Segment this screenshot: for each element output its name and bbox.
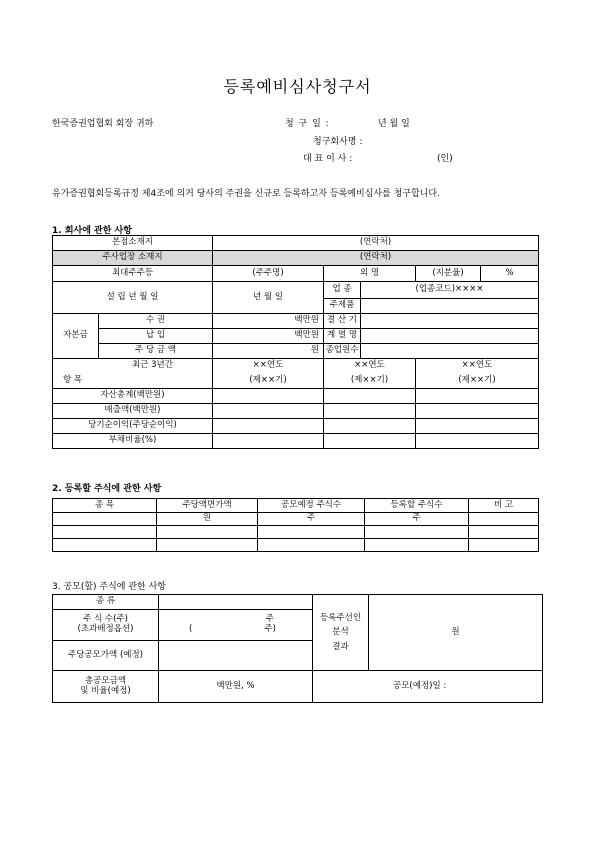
paid-capital-unit[interactable]: 백만원 [213, 329, 324, 344]
fiscal-label: 결 산 기 [324, 314, 361, 329]
addressee: 한국증권업협회 회장 귀하 [52, 119, 154, 129]
cell[interactable] [213, 434, 324, 449]
seal-mark: (인) [437, 154, 453, 164]
affiliates-label: 계 열 명 [324, 329, 361, 344]
cell[interactable] [416, 419, 539, 434]
share-count-label-line1: 주 식 수(주) [83, 614, 128, 625]
cell[interactable] [157, 539, 258, 552]
capital-label: 자본금 [53, 314, 99, 359]
cell[interactable] [213, 419, 324, 434]
share-count-label [53, 610, 159, 641]
industry-code[interactable]: (업종코드)×××× [361, 282, 539, 299]
year-3: ××연도 [416, 359, 539, 374]
col-type: 종 목 [53, 499, 157, 513]
representative-label: 대 표 이 사 : [303, 154, 353, 164]
paren-close: 주) [264, 624, 276, 634]
cell[interactable] [469, 513, 539, 526]
affiliates-value[interactable] [361, 329, 539, 344]
employees-label: 종업원수 [324, 344, 361, 359]
cell[interactable] [416, 389, 539, 404]
offering-table [52, 594, 543, 703]
cell[interactable] [416, 404, 539, 419]
paren-open: ( [189, 624, 193, 634]
cell[interactable] [258, 539, 365, 552]
industry-label: 업 종 [324, 282, 361, 299]
cell[interactable] [258, 526, 365, 539]
cell[interactable] [469, 526, 539, 539]
employees-value[interactable] [361, 344, 539, 359]
cell[interactable] [324, 434, 416, 449]
total-offer-label-line2: 및 비율(예정) [80, 685, 131, 696]
cell[interactable] [53, 513, 157, 526]
total-offer-label [53, 671, 159, 703]
company-name-label: 청구회사명 : [313, 137, 363, 147]
stake-pct: % [481, 266, 539, 282]
hq-contact[interactable]: (연락처) [213, 236, 539, 251]
shareholder-others[interactable]: 외 명 [324, 266, 416, 282]
cell[interactable] [324, 404, 416, 419]
par-value-label: 주 당 금 액 [99, 344, 213, 359]
cell[interactable] [365, 526, 469, 539]
cell[interactable] [157, 526, 258, 539]
term-1: (제××기) [213, 374, 324, 389]
year-1: ××연도 [213, 359, 324, 374]
auth-capital-label: 수 권 [99, 314, 213, 329]
intro-text: 유가증권협회등록규정 제4조에 의거 당사의 주권을 신규로 등록하고자 등록예비심사를 청구합니다. [52, 189, 440, 199]
term-2: (제××기) [324, 374, 416, 389]
office-label: 주사업장 소재지 [53, 251, 213, 266]
row-debt-ratio: 부채비율(%) [53, 434, 213, 449]
shares-table [52, 498, 539, 552]
document-title: 등록예비심사청구서 [223, 77, 372, 96]
cell[interactable] [53, 526, 157, 539]
cell[interactable] [416, 434, 539, 449]
row-sales: 매출액(백만원) [53, 404, 213, 419]
auth-capital-unit[interactable]: 백만원 [213, 314, 324, 329]
fiscal-value[interactable] [361, 314, 539, 329]
request-date-label: 청 구 일 : [285, 119, 330, 129]
analysis-label [313, 595, 369, 671]
offer-price-value[interactable] [159, 641, 313, 671]
total-offer-label-line1: 총공모금액 [84, 675, 127, 686]
cell[interactable] [324, 419, 416, 434]
term-3: (제××기) [416, 374, 539, 389]
unit-shares[interactable]: 주 [365, 513, 469, 526]
col-register-shares: 등록할 주식수 [365, 499, 469, 513]
analysis-value[interactable]: 원 [369, 595, 543, 671]
unit-shares[interactable]: 주 [258, 513, 365, 526]
shareholder-stake[interactable]: (지분율) [416, 266, 481, 282]
cell[interactable] [213, 404, 324, 419]
type-label: 종 류 [53, 595, 159, 610]
cell[interactable] [213, 389, 324, 404]
offer-date[interactable]: 공모(예정)일 : [313, 671, 543, 703]
share-count-value[interactable] [159, 610, 313, 641]
company-table [52, 235, 539, 449]
col-par: 주당액면가액 [157, 499, 258, 513]
product-value[interactable] [361, 299, 539, 314]
analysis-label-line1: 등록주선인 [319, 612, 362, 623]
shareholder-label: 최대주주등 [53, 266, 213, 282]
est-date-value[interactable]: 년 월 일 [213, 282, 324, 314]
col-offer-shares: 공모예정 주식수 [258, 499, 365, 513]
year-2: ××연도 [324, 359, 416, 374]
col-remarks: 비 고 [469, 499, 539, 513]
par-value-unit[interactable]: 원 [213, 344, 324, 359]
type-value[interactable] [159, 595, 313, 610]
section2-heading: 2. 등록할 주식에 관한 사항 [52, 484, 162, 494]
paid-capital-label: 납 입 [99, 329, 213, 344]
cell[interactable] [324, 389, 416, 404]
offer-price-label: 주당공모가액 (예정) [53, 641, 159, 671]
section3-heading: 3. 공모(할) 주식에 관한 사항 [52, 582, 166, 592]
recent-3y-label: 최근 3년간 [53, 359, 213, 374]
row-net-income: 당기순이익(주당순이익) [53, 419, 213, 434]
cell[interactable] [469, 539, 539, 552]
analysis-label-line3: 결과 [332, 641, 349, 652]
request-date-value: 년 월 일 [378, 119, 410, 129]
est-date-label: 설 립 년 월 일 [53, 282, 213, 314]
total-offer-value[interactable]: 백만원, % [159, 671, 313, 703]
section1-heading: 1. 회사에 관한 사항 [52, 226, 132, 236]
office-contact[interactable]: (연락처) [213, 251, 539, 266]
shareholder-name[interactable]: (주주명) [213, 266, 324, 282]
hq-label: 본점소재지 [53, 236, 213, 251]
analysis-label-line2: 분석 [332, 627, 349, 638]
share-count-label-line2: (초과배정옵션) [77, 624, 134, 634]
product-label: 주제품 [324, 299, 361, 314]
share-count-unit: 주 [265, 614, 274, 625]
cell[interactable] [365, 539, 469, 552]
item-label: 항 목 [53, 374, 213, 389]
row-total-assets: 자산총계(백만원) [53, 389, 213, 404]
unit-won[interactable]: 원 [157, 513, 258, 526]
cell[interactable] [53, 539, 157, 552]
